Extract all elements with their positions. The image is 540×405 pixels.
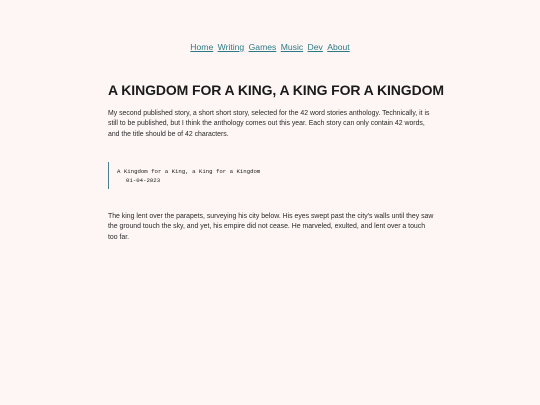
story-title: A Kingdom for a King, a King for a Kingdom xyxy=(117,168,261,175)
nav-link-writing[interactable]: Writing xyxy=(217,42,245,52)
main-nav xyxy=(0,41,540,53)
nav-link-about[interactable]: About xyxy=(327,42,350,52)
nav-link-dev[interactable]: Dev xyxy=(307,42,323,52)
nav-link-music[interactable]: Music xyxy=(280,42,304,52)
intro-paragraph: My second published story, a short short story, selected for the 42 word stories anthology. Technically, it is still to be published, but I think the anthology comes out this year. Each story can only contain 42 words, and the title should be of 42 characters. xyxy=(108,110,430,138)
nav-link-games[interactable]: Games xyxy=(248,42,277,52)
nav-link-home[interactable]: Home xyxy=(190,42,214,52)
story-text: The king lent over the parapets, surveying his city below. His eyes swept past the city's walls until they saw the ground touch the sky, and yet, his empire did not cease. He marveled, exulted, and lent over a touch too far. xyxy=(108,213,434,241)
story-header-quote xyxy=(108,162,260,189)
page-title: A KINGDOM FOR A KING, A KING FOR A KINGDOM xyxy=(108,82,444,98)
story-date: 01-04-2023 xyxy=(126,177,161,184)
